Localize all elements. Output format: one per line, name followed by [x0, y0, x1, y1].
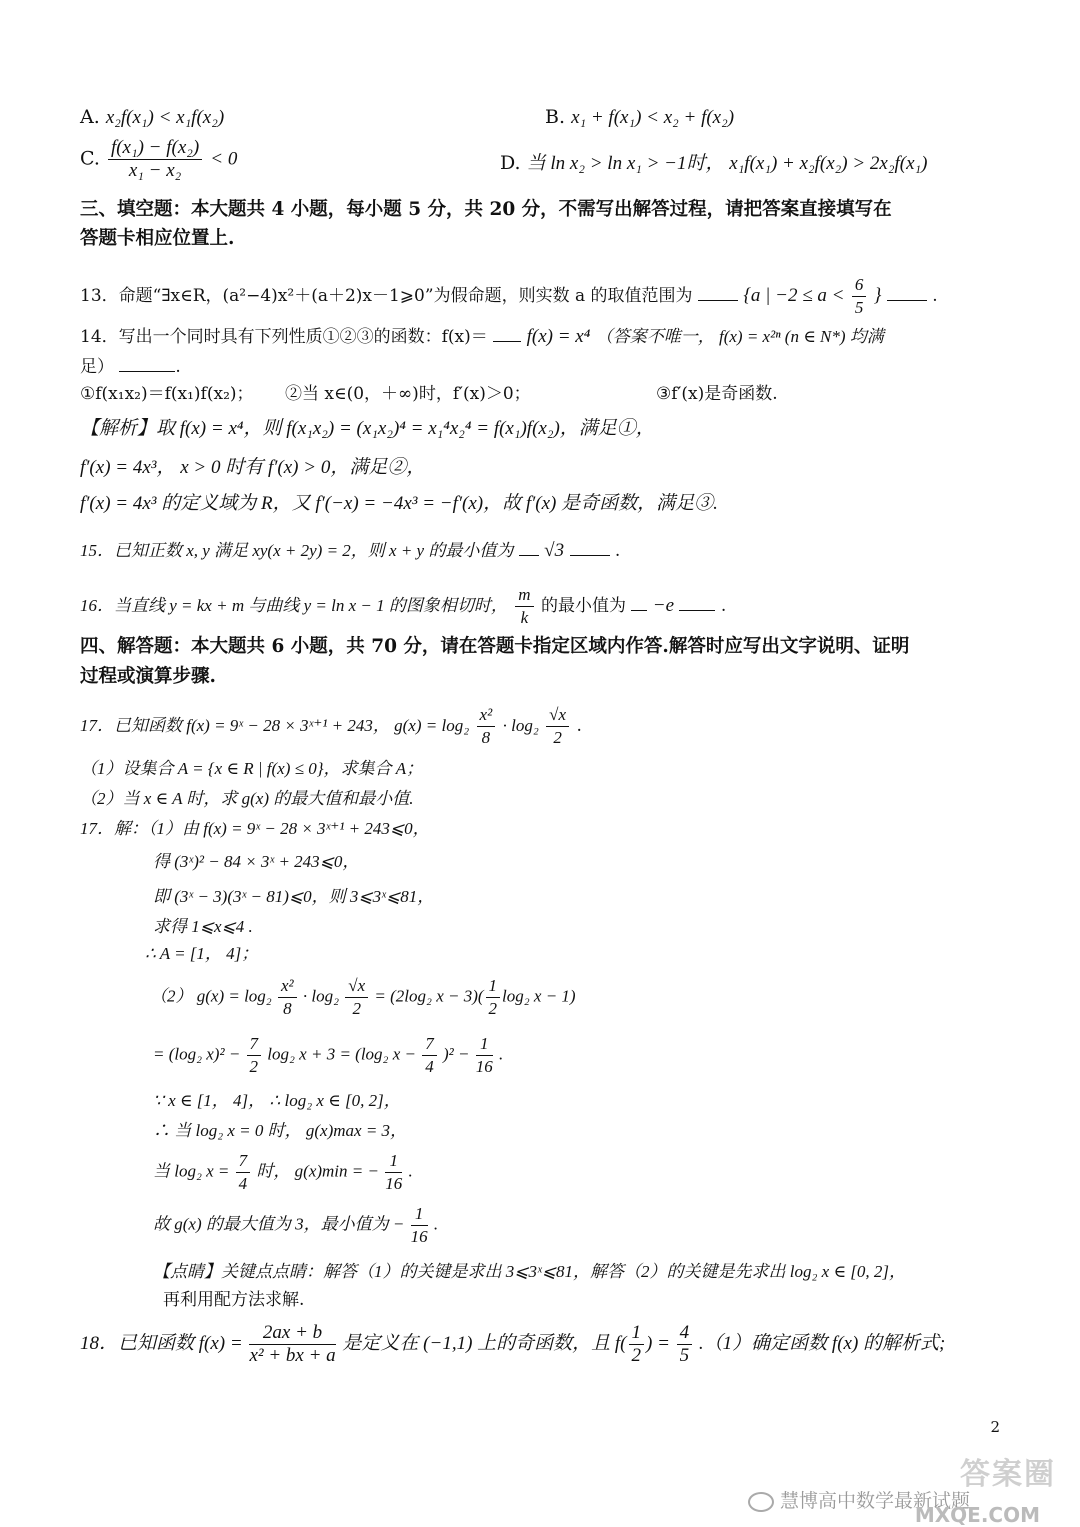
sol17-line-9: ∴ 当 log₂ x = 0 时， g(x)max = 3， — [153, 1121, 408, 1140]
sol17-l11-frac-num: 1 — [411, 1203, 428, 1226]
sol17-tip-1: 【点睛】关键点点睛：解答（1）的关键是求出 3⩽3ˣ⩽81，解答（2）的关键是先求出 log₂ x ∈ [0, 2]， — [153, 1262, 907, 1281]
option-c-fraction — [108, 137, 202, 182]
sol17-l7-frac-3-num: 1 — [476, 1033, 493, 1056]
sol17-l11-pre: 故 g(x) 的最大值为 3，最小值为 − — [153, 1214, 405, 1234]
option-b-label: B. — [545, 106, 566, 128]
q16-text: 16．当直线 y = kx + m 与曲线 y = ln x − 1 的图象相切时， — [80, 596, 508, 615]
sol17-l7-frac-2-num: 7 — [422, 1033, 437, 1056]
q14-line1: 14．写出一个同时具有下列性质①②③的函数：f(x)＝ — [80, 327, 488, 347]
section4-heading-line1: 四、解答题：本大题共 6 小题，共 70 分，请在答题卡指定区域内作答.解答时应写出文字说明、证明 — [80, 636, 910, 657]
section3-heading-line1: 三、填空题：本大题共 4 小题，每小题 5 分，共 20 分，不需写出解答过程，请把答案直接填写在 — [80, 199, 892, 220]
sol17-tip-2: 再利用配方法求解. — [163, 1290, 305, 1310]
sol17-l7-frac-1 — [247, 1033, 262, 1078]
sol17-l10-mid: 时， g(x)min = − — [256, 1161, 379, 1181]
sol17-l7-mid: log₂ x + 3 = (log₂ x − — [267, 1044, 416, 1064]
sol17-l7-frac-3 — [476, 1033, 493, 1078]
q16-blank-left — [631, 610, 647, 611]
q13-text: 13．命题“∃x∈R，(a²−4)x²＋(a＋2)x－1⩾0”为假命题，则实数 a 的取值范围为 — [80, 286, 693, 306]
q17-frac-1-num: x² — [477, 704, 496, 727]
option-b-expr: x₁ + f(x₁) < x₂ + f(x₂) — [571, 107, 735, 128]
sol17-l6-frac-1-num: x² — [278, 975, 297, 998]
q18-mid: 是定义在 (−1,1) 上的奇函数，且 f( — [342, 1332, 627, 1354]
question-13 — [80, 274, 938, 319]
q15-text: 15．已知正数 x, y 满足 xy(x + 2y) = 2，则 x + y 的最小值为 — [80, 541, 514, 560]
sol17-line-10 — [153, 1150, 413, 1195]
question-16 — [80, 584, 726, 629]
q13-answer-num: 6 — [852, 274, 867, 297]
sol17-line-8: ∵ x ∈ [1， 4]， ∴ log₂ x ∈ [0, 2]， — [153, 1091, 401, 1110]
option-c-label: C. — [80, 147, 100, 170]
sol17-line-3: 即 (3ˣ − 3)(3ˣ − 81)⩽0，则 3⩽3ˣ⩽81， — [153, 887, 435, 906]
q18-value-fraction — [677, 1322, 693, 1367]
sol17-l6-frac-3-num: 1 — [486, 975, 501, 998]
q14-blank — [493, 341, 521, 342]
question-17 — [80, 704, 582, 749]
q14-blank-2 — [119, 371, 175, 372]
option-d-text: 当 ln x₂ > ln x₁ > −1时， x₁f(x₁) + x₂f(x₂) > 2x₂f(x₁) — [526, 153, 928, 174]
q14-answer: f(x) = x⁴ — [526, 326, 591, 347]
sol17-l10-frac-1-num: 7 — [236, 1150, 251, 1173]
q18-arg-fraction — [629, 1322, 645, 1367]
sol17-line-2: 得 (3ˣ)² − 84 × 3ˣ + 243⩽0， — [153, 852, 360, 871]
q18-value-den: 5 — [679, 1345, 690, 1366]
sol17-l7-frac-2 — [422, 1033, 437, 1078]
q14-note: （答案不唯一， f(x) = x²ⁿ (n ∈ N*) 均满 — [595, 327, 884, 346]
q16-text2: 的最小值为 — [540, 596, 626, 616]
sol17-l6-pre: （2） g(x) = log₂ — [150, 986, 272, 1006]
q18-post: .（1）确定函数 f(x) 的解析式; — [698, 1332, 946, 1354]
sol17-l6-frac-1-den: 8 — [283, 999, 292, 1018]
q17-stem-end: . — [576, 716, 582, 736]
option-d — [500, 152, 927, 175]
q17-frac-2 — [546, 704, 569, 749]
q18-pre: 18．已知函数 f(x) = — [80, 1332, 243, 1354]
sol17-l10-frac-1 — [236, 1150, 251, 1195]
q18-main-fraction — [249, 1322, 335, 1367]
q13-answer-den: 5 — [854, 298, 864, 317]
q14-prop-3: ③f′(x)是奇函数. — [656, 384, 778, 404]
q16-frac-num: m — [515, 584, 533, 607]
sol17-l10-frac-1-den: 4 — [238, 1174, 248, 1193]
sol17-l6-frac-1 — [278, 975, 297, 1020]
q13-blank-left — [698, 300, 738, 301]
q13-answer-post: } — [873, 285, 882, 306]
sol17-l6-frac-2-num: √x — [345, 975, 368, 998]
sol17-l11-frac-den: 16 — [410, 1227, 428, 1246]
q17-frac-2-den: 2 — [553, 728, 562, 747]
q18-eq: ) = — [646, 1332, 670, 1354]
q17-stem-pre: 17．已知函数 f(x) = 9ˣ − 28 × 3ˣ⁺¹ + 243， g(x) = log₂ — [80, 716, 470, 735]
q15-blank-right — [570, 555, 610, 556]
question-18 — [80, 1322, 945, 1367]
sol17-l6-mid: · log₂ — [302, 986, 340, 1006]
q15-blank-left — [519, 555, 539, 556]
q14-analysis-2: f′(x) = 4x³， x > 0 时有 f′(x) > 0，满足②， — [80, 457, 426, 478]
q18-arg-den: 2 — [631, 1345, 642, 1366]
sol17-l6-frac-2-den: 2 — [352, 999, 361, 1018]
option-a-label: A. — [80, 106, 100, 128]
watermark-site: MXQE.COM — [914, 1503, 1040, 1527]
sol17-l10-pre: 当 log₂ x = — [153, 1161, 230, 1181]
q13-end: . — [932, 286, 938, 306]
q18-main-den: x² + bx + a — [249, 1345, 336, 1366]
q18-main-num: 2ax + b — [249, 1322, 335, 1345]
sol17-l7-pre: = (log₂ x)² − — [153, 1044, 241, 1064]
sol17-l6-tail: log₂ x − 1) — [502, 986, 576, 1006]
q15-answer: √3 — [544, 540, 565, 561]
q14-analysis-1: 【解析】取 f(x) = x⁴，则 f(x₁x₂) = (x₁x₂)⁴ = x₁⁴x₂⁴ = f(x₁)f(x₂)，满足①， — [80, 418, 655, 439]
sol17-line-11 — [153, 1203, 438, 1248]
q14-prop-2: ②当 x∈(0，＋∞)时，f′(x)＞0； — [285, 384, 531, 404]
sol17-line-1: 17．解：（1）由 f(x) = 9ˣ − 28 × 3ˣ⁺¹ + 243⩽0， — [80, 819, 430, 838]
q14-analysis-3: f′(x) = 4x³ 的定义域为 R，又 f′(−x) = −4x³ = −f′(x)，故 f′(x) 是奇函数，满足③. — [80, 493, 718, 514]
q13-blank-right — [887, 300, 927, 301]
sol17-l7-frac-1-den: 2 — [249, 1057, 259, 1076]
page-number: 2 — [990, 1418, 1000, 1436]
section3-heading-line2: 答题卡相应位置上. — [80, 228, 235, 249]
wechat-icon — [748, 1492, 774, 1512]
sol17-line-7 — [153, 1033, 503, 1078]
q16-end: . — [720, 596, 727, 616]
q17-stem-mid: · log₂ — [502, 716, 539, 735]
q14-line2-row: 足） . — [80, 357, 181, 377]
q15-end: . — [614, 541, 621, 561]
q17-frac-2-num: √x — [546, 704, 569, 727]
sol17-l7-post: )² − — [442, 1044, 470, 1064]
q18-value-num: 4 — [677, 1322, 693, 1345]
sol17-l6-frac-3-den: 2 — [488, 999, 498, 1018]
sol17-l10-frac-2-num: 1 — [385, 1150, 402, 1173]
sol17-l11-end: . — [433, 1214, 439, 1234]
q13-answer-pre: {a | −2 ≤ a < — [743, 285, 845, 306]
q14-prop-1: ①f(x₁x₂)＝f(x₁)f(x₂)； — [80, 384, 254, 404]
q17-part-2: （2）当 x ∈ A 时，求 g(x) 的最大值和最小值. — [80, 789, 414, 808]
sol17-l6-frac-2 — [345, 975, 368, 1020]
section4-heading-line2: 过程或演算步骤. — [80, 666, 216, 687]
sol17-l10-frac-2 — [385, 1150, 402, 1195]
q17-frac-1-den: 8 — [481, 728, 491, 747]
option-c-denominator: x₁ − x₂ — [128, 160, 182, 181]
sol17-l6-frac-3 — [486, 975, 501, 1020]
sol17-l6-post: = (2log₂ x − 3)( — [374, 986, 484, 1006]
q16-frac-den: k — [520, 608, 529, 627]
option-c — [80, 137, 237, 182]
sol17-l7-frac-1-num: 7 — [247, 1033, 262, 1056]
q14-line2: 足） — [80, 357, 114, 377]
option-c-tail: < 0 — [210, 148, 238, 170]
sol17-l10-frac-2-den: 16 — [385, 1174, 403, 1193]
q18-arg-num: 1 — [629, 1322, 645, 1345]
sol17-l7-end: . — [498, 1044, 504, 1064]
q16-blank-right — [679, 610, 715, 611]
sol17-line-6 — [150, 975, 576, 1020]
option-d-label: D. — [500, 152, 521, 174]
q17-part-1: （1）设集合 A = {x ∈ R | f(x) ≤ 0}，求集合 A； — [80, 759, 424, 778]
q13-answer-fraction — [852, 274, 867, 319]
q16-answer: −e — [652, 595, 675, 616]
sol17-line-4: 求得 1⩽x⩽4 . — [153, 917, 253, 936]
option-c-numerator: f(x₁) − f(x₂) — [108, 137, 202, 160]
q16-fraction — [515, 584, 533, 629]
question-15 — [80, 540, 620, 562]
sol17-l10-end: . — [408, 1161, 413, 1181]
watermark-logo: 答案圈 — [960, 1457, 1056, 1492]
sol17-l7-frac-3-den: 16 — [475, 1057, 493, 1076]
sol17-l11-frac — [411, 1203, 428, 1248]
question-14 — [80, 326, 884, 348]
option-a-expr: x₂f(x₁) < x₁f(x₂) — [105, 107, 225, 128]
watermark-caption: 慧博高中数学最新试题 — [779, 1490, 970, 1512]
option-a — [80, 106, 224, 129]
q17-frac-1 — [477, 704, 496, 749]
sol17-line-5: ∴ A = [1， 4]； — [145, 944, 259, 963]
sol17-l7-frac-2-den: 4 — [425, 1057, 434, 1076]
option-b — [545, 106, 734, 129]
